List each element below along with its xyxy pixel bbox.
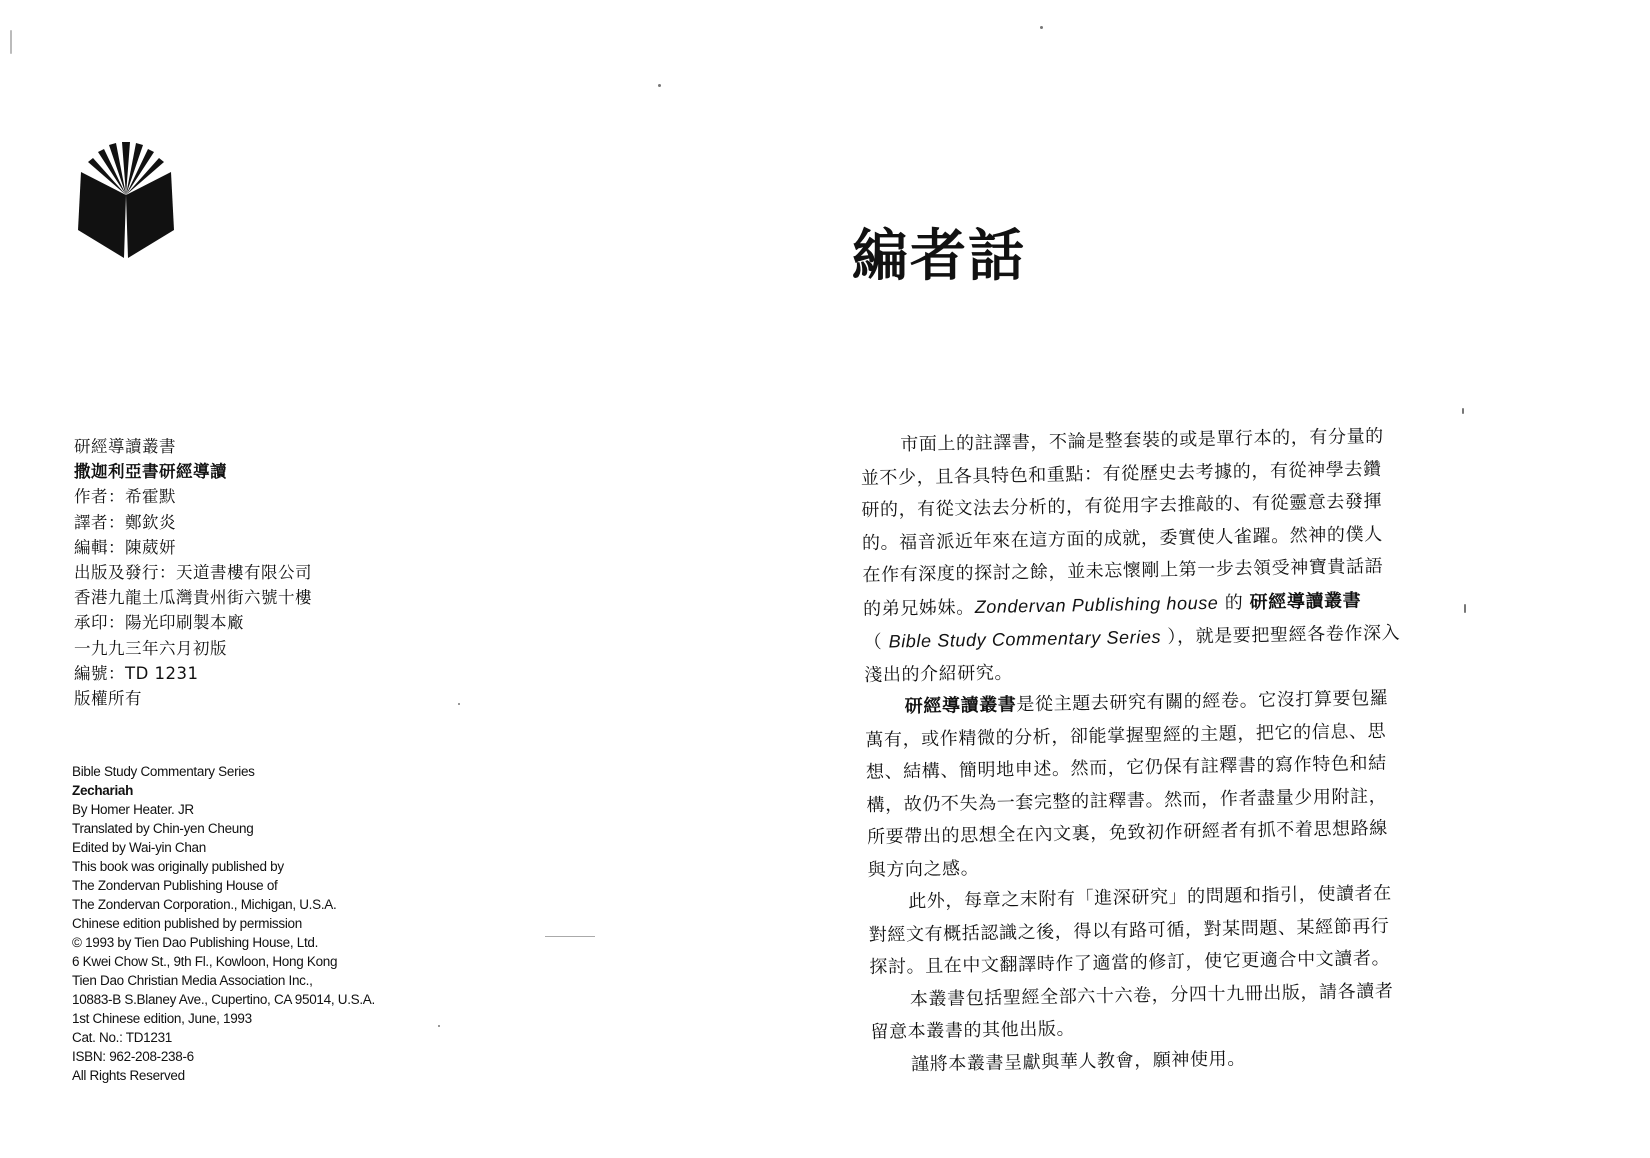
colophon-cn-book-title: 撒迦利亞書研經導讀 <box>74 462 227 482</box>
colophon-en-line-6: This book was originally published by <box>72 859 284 874</box>
scan-speck <box>545 936 595 937</box>
body-line: 市面上的註譯書，不論是整套裝的或是單行本的，有分量的 <box>900 425 1384 456</box>
body-text: ），就是要把聖經各卷作深入 <box>1160 622 1401 648</box>
body-text: 的弟兄姊妹。 <box>862 596 975 620</box>
body-line: 留意本叢書的其他出版。 <box>870 1018 1076 1043</box>
colophon-en-line-12: Tien Dao Christian Media Association Inc., <box>72 973 313 988</box>
colophon-cn-address: 香港九龍土瓜灣貴州街六號十樓 <box>74 588 312 608</box>
colophon-cn-editor: 編輯：陳葳妍 <box>74 537 176 557</box>
scan-speck <box>1464 604 1466 613</box>
colophon-en-address-hk: 6 Kwei Chow St., 9th Fl., Kowloon, Hong Kong <box>72 954 338 969</box>
body-line: 研的，有從文法去分析的，有從用字去推敲的、有從靈意去發揮 <box>861 490 1383 521</box>
scan-speck <box>438 1025 440 1027</box>
colophon-en-author: By Homer Heater. JR <box>72 802 194 817</box>
colophon-en-line-7: The Zondervan Publishing House of <box>72 878 278 893</box>
scan-speck <box>1040 26 1043 29</box>
body-line: 本叢書包括聖經全部六十六卷，分四十九冊出版，請各讀者 <box>909 980 1394 1010</box>
colophon-en-line-9: Chinese edition published by permission <box>72 916 302 931</box>
colophon-en-editor: Edited by Wai-yin Chan <box>72 840 206 855</box>
colophon-cn-edition: 一九九三年六月初版 <box>74 638 227 658</box>
page-title: 編者話 <box>852 224 1026 289</box>
body-line: 萬有，或作精微的分析，卻能掌握聖經的主題，把它的信息、思 <box>865 720 1387 751</box>
colophon-en-address-us: 10883-B S.Blaney Ave., Cupertino, CA 95014, U.S.A. <box>72 992 375 1007</box>
colophon-en-edition: 1st Chinese edition, June, 1993 <box>72 1011 252 1026</box>
publisher-name: Zondervan Publishing house <box>974 592 1219 617</box>
colophon-cn-catalog: 編號：TD 1231 <box>74 663 199 683</box>
colophon-en-isbn: ISBN: 962-208-238-6 <box>72 1049 194 1064</box>
colophon-en-line-8: The Zondervan Corporation., Michigan, U.S.A. <box>72 897 337 912</box>
colophon-chinese <box>74 434 394 711</box>
colophon-english <box>72 762 432 1085</box>
colophon-cn-author: 作者：希霍默 <box>74 487 176 507</box>
body-line: 想、結構、簡明地申述。然而，它仍保有註釋書的寫作特色和結 <box>865 752 1387 783</box>
scan-speck <box>1462 408 1464 414</box>
body-text: （ <box>863 631 889 653</box>
body-line: 此外，每章之末附有「進深研究」的問題和指引，使讀者在 <box>908 882 1392 913</box>
body-line: 構，故仍不失為一套完整的註釋書。然而，作者盡量少用附註， <box>866 785 1388 816</box>
colophon-cn-publisher: 出版及發行：天道書樓有限公司 <box>74 563 312 583</box>
body-line: 的。福音派近年來在這方面的成就，委實使人雀躍。然神的僕人 <box>861 523 1383 554</box>
colophon-cn-translator: 譯者：鄭欽炎 <box>74 512 176 532</box>
publisher-logo-icon <box>76 140 176 260</box>
body-line: 淺出的介紹研究。 <box>864 661 1014 686</box>
body-text: 的 <box>1218 591 1250 614</box>
scan-speck <box>458 703 460 705</box>
body-line: 對經文有概括認識之後，得以有路可循，對某問題、某經節再行 <box>868 915 1390 946</box>
colophon-en-book-title: Zechariah <box>72 783 134 798</box>
colophon-en-copyright: © 1993 by Tien Dao Publishing House, Ltd. <box>72 935 319 950</box>
body-line: 謹將本叢書呈獻與華人教會，願神使用。 <box>910 1047 1247 1075</box>
series-name-en: Bible Study Commentary Series <box>888 626 1162 652</box>
body-line: 在作有深度的探討之餘，並未忘懷剛上第一步去領受神寶貴話語 <box>862 555 1384 586</box>
body-text: 是從主題去研究有關的經卷。它沒打算要包羅 <box>1016 687 1389 716</box>
scan-speck <box>658 84 661 87</box>
colophon-en-catalog: Cat. No.: TD1231 <box>72 1030 173 1045</box>
series-name-cn: 研經導讀叢書 <box>904 694 1017 718</box>
colophon-en-translator: Translated by Chin-yen Cheung <box>72 821 254 836</box>
body-line: 所要帶出的思想全在內文裏，免致初作研經者有抓不着思想路線 <box>866 817 1389 848</box>
body-line: 與方向之感。 <box>867 857 980 881</box>
colophon-cn-series: 研經導讀叢書 <box>74 437 176 456</box>
colophon-en-rights: All Rights Reserved <box>72 1068 185 1083</box>
colophon-cn-printer: 承印：陽光印刷製本廠 <box>74 613 244 633</box>
colophon-cn-rights: 版權所有 <box>74 689 142 709</box>
body-line: 探討。且在中文翻譯時作了適當的修訂，使它更適合中文讀者。 <box>869 947 1391 978</box>
series-name-cn: 研經導讀叢書 <box>1249 589 1362 613</box>
scan-speck <box>10 30 12 54</box>
editor-note-body <box>860 419 1491 1082</box>
colophon-en-series: Bible Study Commentary Series <box>72 764 255 779</box>
body-line: 並不少，且各具特色和重點：有從歷史去考據的，有從神學去鑽 <box>860 458 1382 489</box>
